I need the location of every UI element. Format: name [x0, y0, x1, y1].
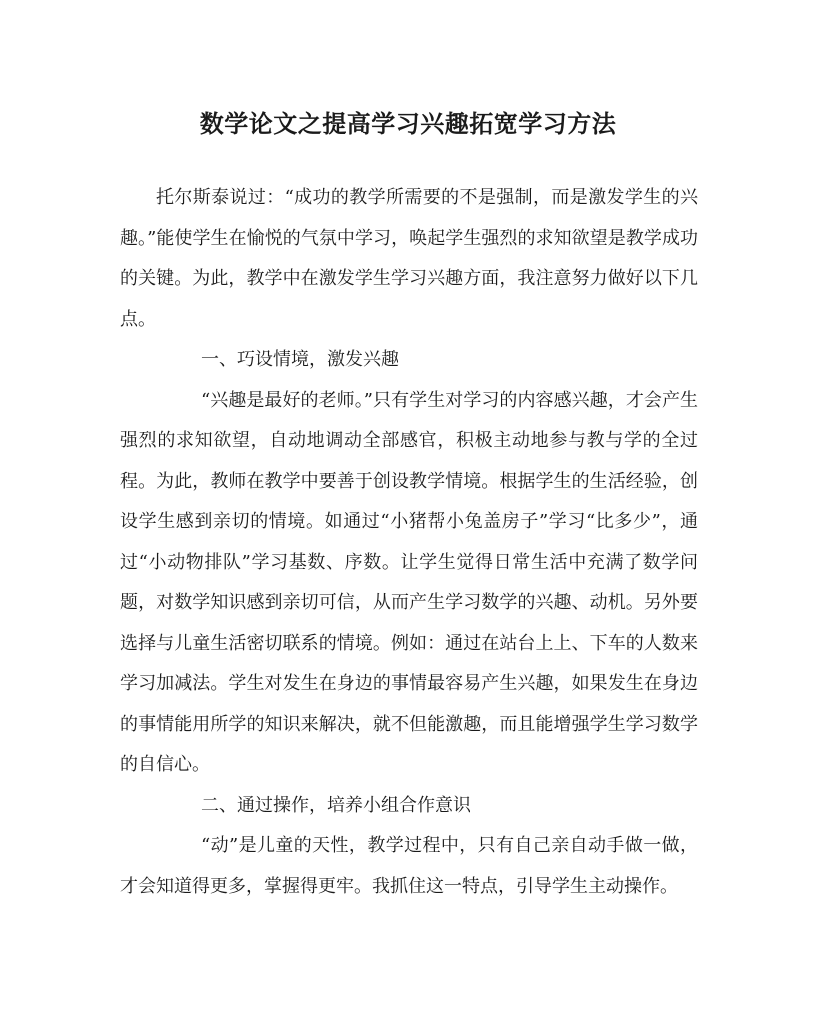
section-heading-2: 二、通过操作，培养小组合作意识	[201, 794, 471, 816]
document-title: 数学论文之提高学习兴趣拓宽学习方法	[199, 109, 617, 138]
document-body	[120, 178, 698, 907]
section-1-paragraph: “兴趣是最好的老师。”只有学生对学习的内容感兴趣，才会产生强烈的求知欲望，自动地调动全部感官，积极主动地参与教与学的全过程。为此，教师在教学中要善于创设教学情境。根据学生的生活经验，创设学生感到亲切的情境。如通过“小猪帮小兔盖房子”学习“比多少”，通过“小动物排队”学习基数、序数。让学生觉得日常生活中充满了数学问题，对数学知识感到亲切可信，从而产生学习数学的兴趣、动机。另外要选择与儿童生活密切联系的情境。例如：通过在站台上上、下车的人数来学习加减法。学生对发生在身边的事情最容易产生兴趣，如果发生在身边的事情能用所学的知识来解决，就不但能激趣，而且能增强学生学习数学的自信心。	[120, 389, 698, 775]
section-2-paragraph: “动”是儿童的天性，教学过程中，只有自己亲自动手做一做，才会知道得更多，掌握得更牢。我抓住这一特点，引导学生主动操作。	[120, 835, 698, 897]
section-heading-1: 一、巧设情境，激发兴趣	[201, 349, 399, 370]
intro-paragraph: 托尔斯泰说过：“成功的教学所需要的不是强制，而是激发学生的兴趣。”能使学生在愉悦的气氛中学习，唤起学生强烈的求知欲望是教学成功的关键。为此，教学中在激发学生学习兴趣方面，我注意努力做好以下几点。	[120, 187, 698, 330]
